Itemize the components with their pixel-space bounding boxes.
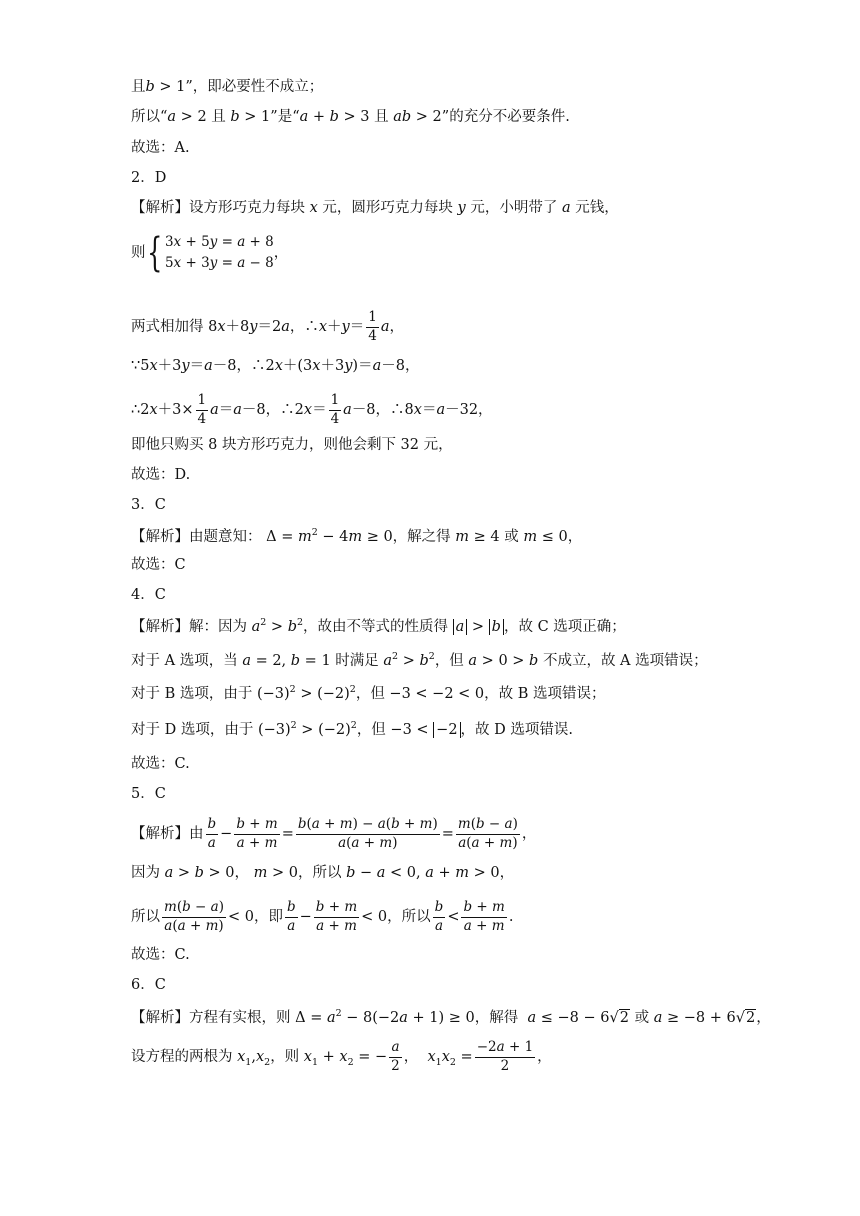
text-line: 对于 A 选项，当 a = 2, b = 1 时满足 $a^2 > b^2$，但 a > 0 > b 不成立，故 A 选项错误； — [131, 651, 708, 669]
text-line: 【解析】由 $\frac{b}{a}$ − $\frac{b + m}{a + m}$ = $\frac{b(a + m) - a(b + m)}{a(a + m)}$ = $\frac{m(b - a)}{a(a + m)}$ ， — [131, 816, 537, 851]
text-line: 所以 $\frac{m(b - a)}{a(a + m)}$ < 0，即 $\frac{b}{a}$ − $\frac{b + m}{a + m}$ < 0，所以 $\frac{b}{a}$ < $\frac{b + m}{a + m}$ . — [131, 899, 514, 934]
text-line: 故选：C — [131, 557, 186, 573]
answer-heading: 3．C — [131, 497, 166, 513]
text-line: ∵5x＋3y＝a－8，∴2x＋(3x＋3y)＝a－8， — [131, 358, 420, 374]
text-line: 所以“a > 2 且 b > 1”是“a + b > 3 且 ab > 2”的充分不必要条件. — [131, 109, 570, 125]
text-line: 两式相加得 8x＋8y＝2a，∴x＋y＝ $\frac{1}{4}$ a， — [131, 309, 404, 344]
text-line: 故选：C. — [131, 947, 190, 963]
text-line: 即他只购买 8 块方形巧克力，则他会剩下 32 元， — [131, 437, 453, 453]
text-line: 【解析】由题意知： $\Delta = m^2 - 4m \ge 0$，解之得 m ≥ 4 或 m ≤ 0， — [131, 527, 583, 545]
text-line: 因为 a > b > 0， m > 0，所以 b − a < 0, a + m > 0， — [131, 865, 515, 881]
text-line: 对于 B 选项，由于 $(-3)^2 > (-2)^2$，但 −3 < −2 < 0，故 B 选项错误； — [131, 684, 606, 702]
text-line: 设方程的两根为 $x_1,x_2$，则 $x_1 + x_2$ = − $\frac{a}{2}$ ， $x_1x_2$ = $\frac{-2a + 1}{2}$ ， — [131, 1039, 552, 1074]
text-line: 故选：D. — [131, 467, 191, 483]
text-line: 故选：C. — [131, 756, 190, 772]
text-line: 【解析】方程有实根，则 $\Delta = a^2 - 8(-2a + 1) \ge 0$，解得 a ≤ −8 − 6√2 或 a ≥ −8 + 6√2， — [131, 1008, 771, 1026]
answer-heading: 4．C — [131, 587, 166, 603]
equation-system: 则{ 3x + 5y = a + 8 5x + 3y = a − 8， — [131, 229, 289, 276]
text-line: 且b > 1”，即必要性不成立； — [131, 79, 324, 95]
answer-heading: 2．D — [131, 170, 167, 186]
answer-heading: 6．C — [131, 977, 166, 993]
text-line: 对于 D 选项，由于 $(-3)^2 > (-2)^2$，但 −3 < −2 ，故 D 选项错误. — [131, 720, 573, 738]
text-line: 【解析】解：因为 $a^2 > b^2$，故由不等式的性质得 a > b ，故 C 选项正确； — [131, 617, 626, 635]
text-line: 故选：A. — [131, 140, 190, 156]
text-line: ∴2x＋3× $\frac{1}{4}$ a＝a－8，∴2x＝ $\frac{1}{4}$ a－8，∴8x＝a－32， — [131, 392, 493, 427]
answer-heading: 5．C — [131, 786, 166, 802]
text-line: 【解析】设方形巧克力每块 x 元，圆形巧克力每块 y 元，小明带了 a 元钱， — [131, 200, 619, 216]
